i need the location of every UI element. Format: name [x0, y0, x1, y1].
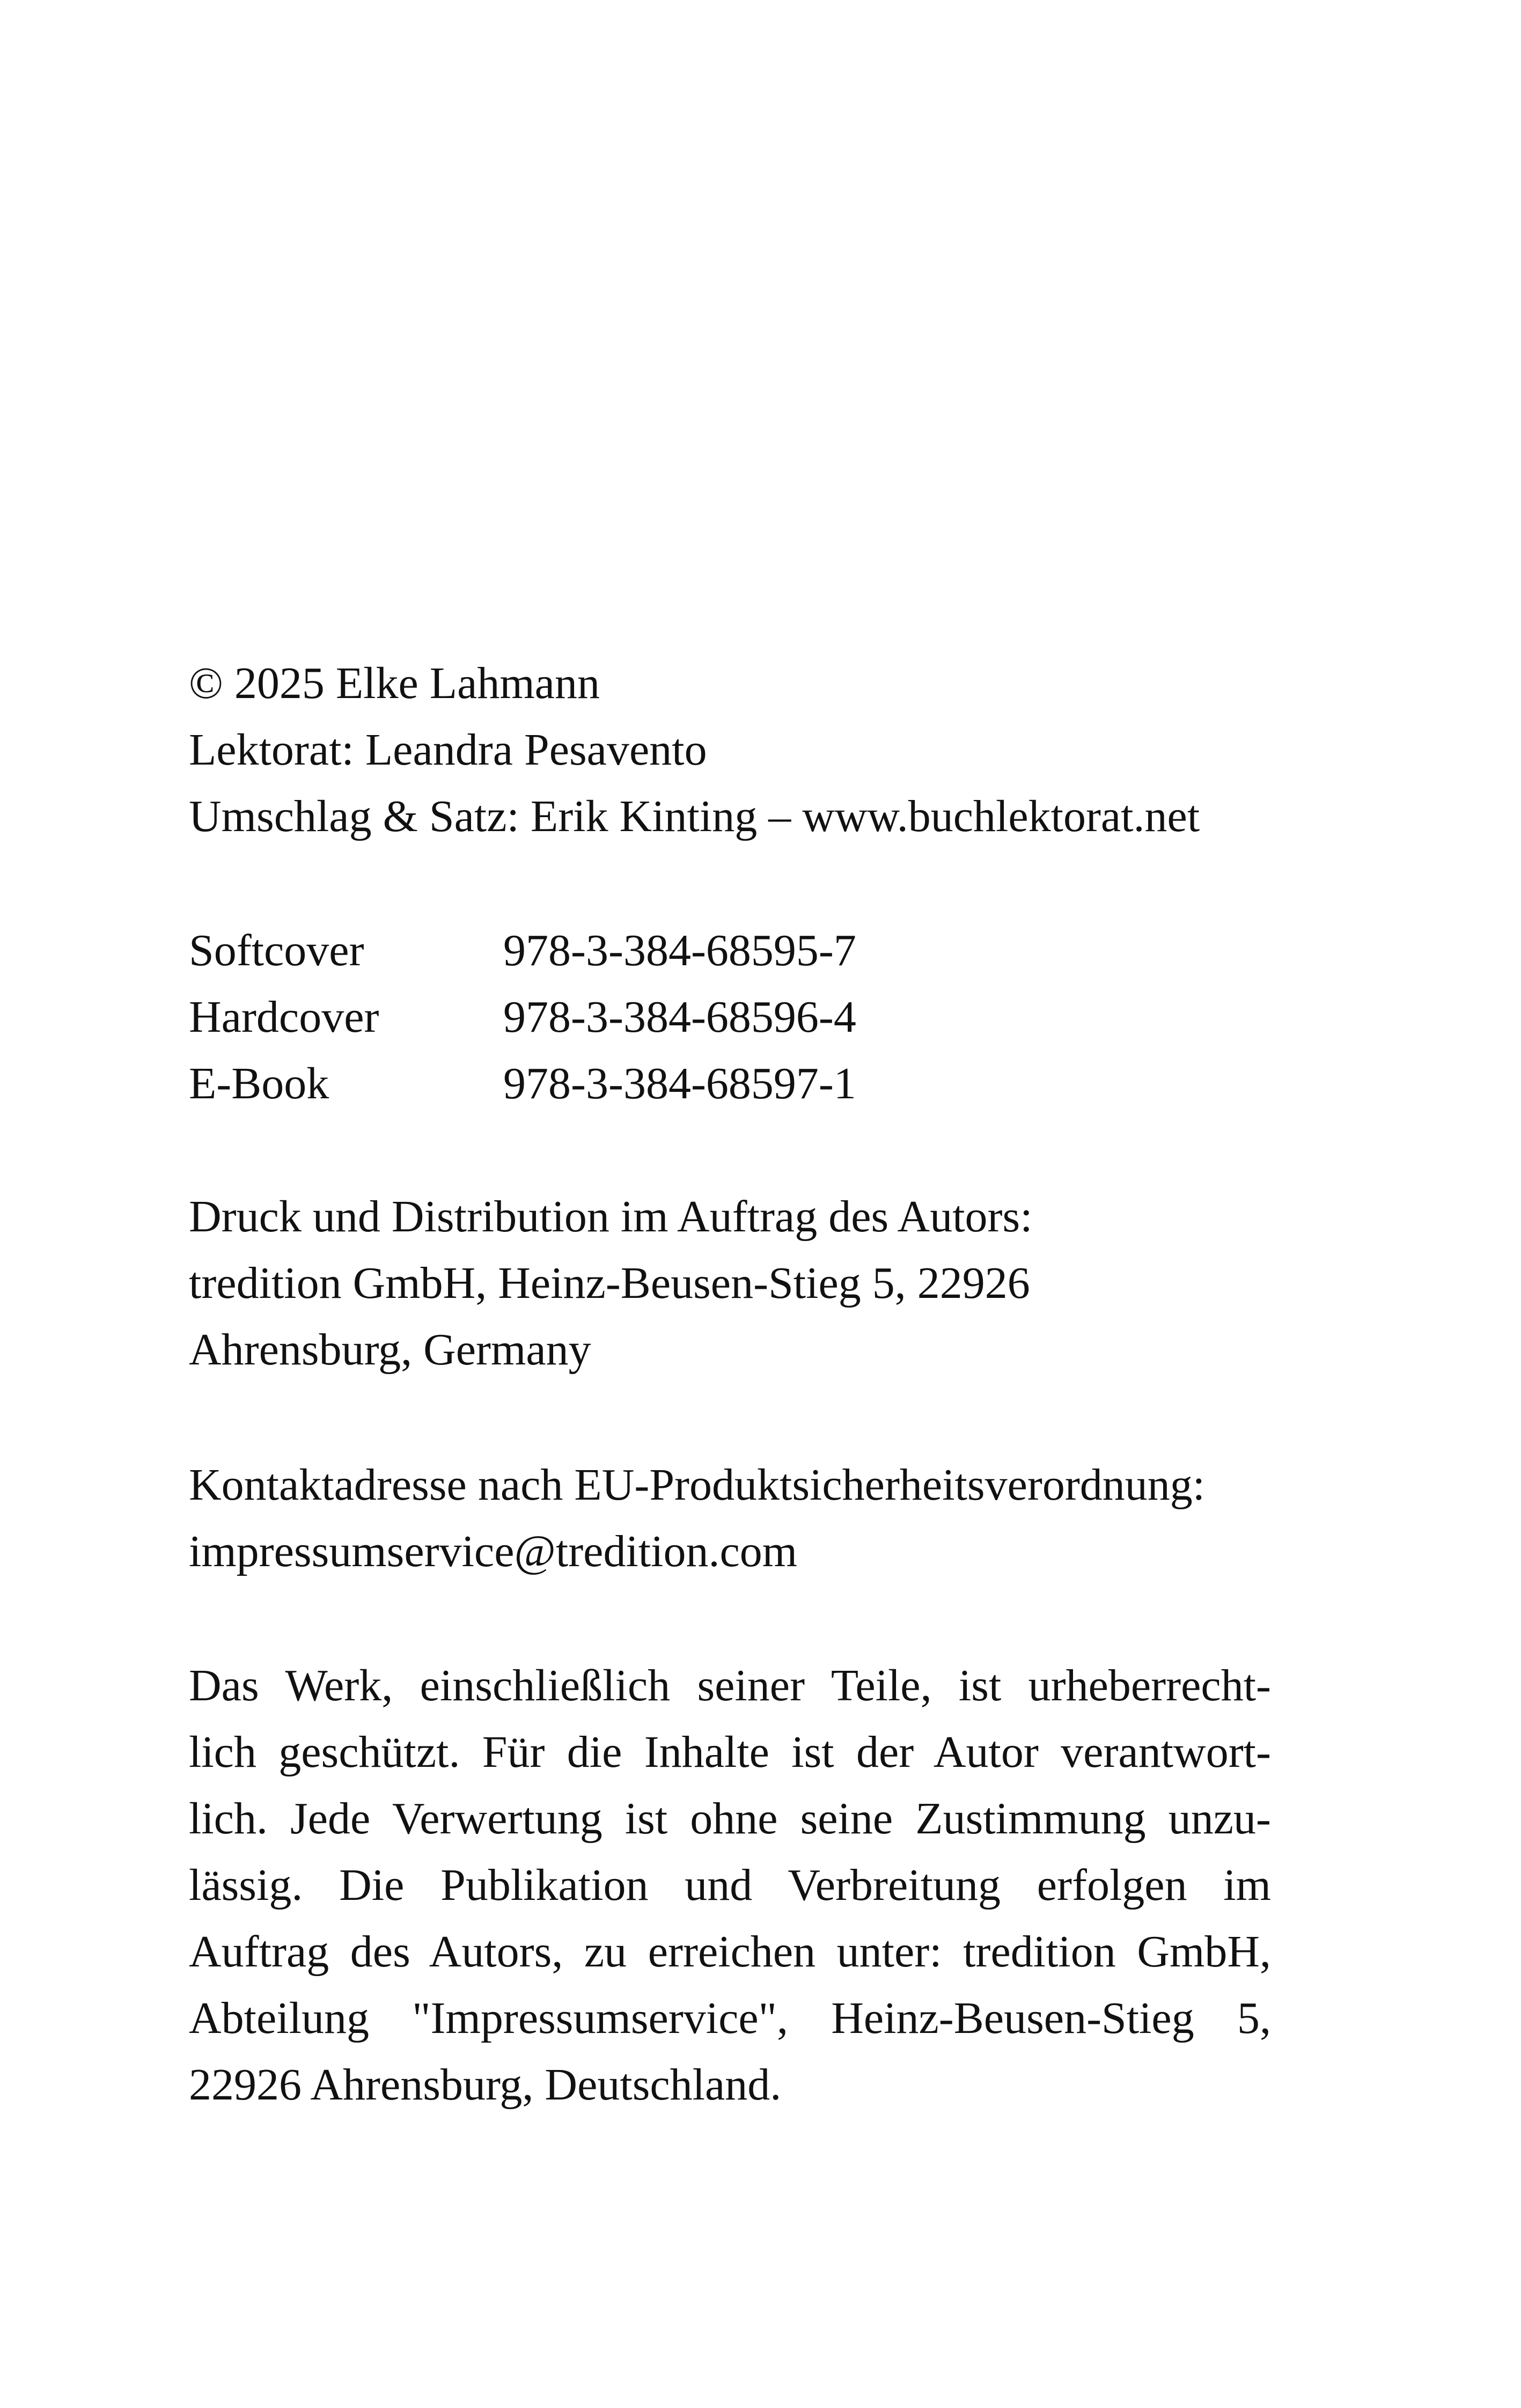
legal-line: lässig. Die Publikation und Verbreitung erfolgen im — [189, 1860, 1271, 1910]
edition-row-softcover — [189, 917, 1267, 984]
editions-list — [189, 917, 1267, 1117]
legal-line: lich. Jede Verwertung ist ohne seine Zustimmung unzu- — [189, 1794, 1271, 1844]
edition-row-ebook — [189, 1051, 1267, 1117]
contact-block — [189, 1452, 1267, 1585]
legal-line: 22926 Ahrensburg, Deutschland. — [189, 2060, 782, 2110]
edition-isbn: 978-3-384-68595-7 — [503, 926, 856, 975]
credits-block — [189, 650, 1267, 850]
contact-heading: Kontaktadresse nach EU-Produktsicherheitsverordnung: — [189, 1460, 1206, 1510]
printing-line-2: tredition GmbH, Heinz-Beusen-Stieg 5, 22926 — [189, 1258, 1030, 1308]
copyright-line: © 2025 Elke Lahmann — [189, 658, 600, 708]
edition-isbn: 978-3-384-68597-1 — [503, 1059, 856, 1108]
legal-line: Das Werk, einschließlich seiner Teile, ist urheberrecht- — [189, 1661, 1271, 1710]
editing-line: Lektorat: Leandra Pesavento — [189, 725, 707, 775]
legal-line: Abteilung "Impressumservice", Heinz-Beusen-Stieg 5, — [189, 1993, 1271, 2043]
legal-notice — [189, 1653, 1271, 2118]
edition-label: Softcover — [189, 926, 364, 975]
edition-label: E-Book — [189, 1059, 329, 1108]
printing-distribution-block — [189, 1184, 1267, 1383]
edition-row-hardcover — [189, 984, 1267, 1051]
cover-typesetting-line: Umschlag & Satz: Erik Kinting – www.buchlektorat.net — [189, 791, 1200, 841]
edition-isbn: 978-3-384-68596-4 — [503, 992, 856, 1042]
legal-line: lich geschützt. Für die Inhalte ist der Autor verantwort- — [189, 1727, 1271, 1777]
edition-label: Hardcover — [189, 992, 379, 1042]
contact-email: impressumservice@tredition.com — [189, 1526, 798, 1576]
printing-line-1: Druck und Distribution im Auftrag des Autors: — [189, 1192, 1033, 1242]
printing-line-3: Ahrensburg, Germany — [189, 1325, 591, 1375]
legal-line: Auftrag des Autors, zu erreichen unter: tredition GmbH, — [189, 1927, 1271, 1977]
